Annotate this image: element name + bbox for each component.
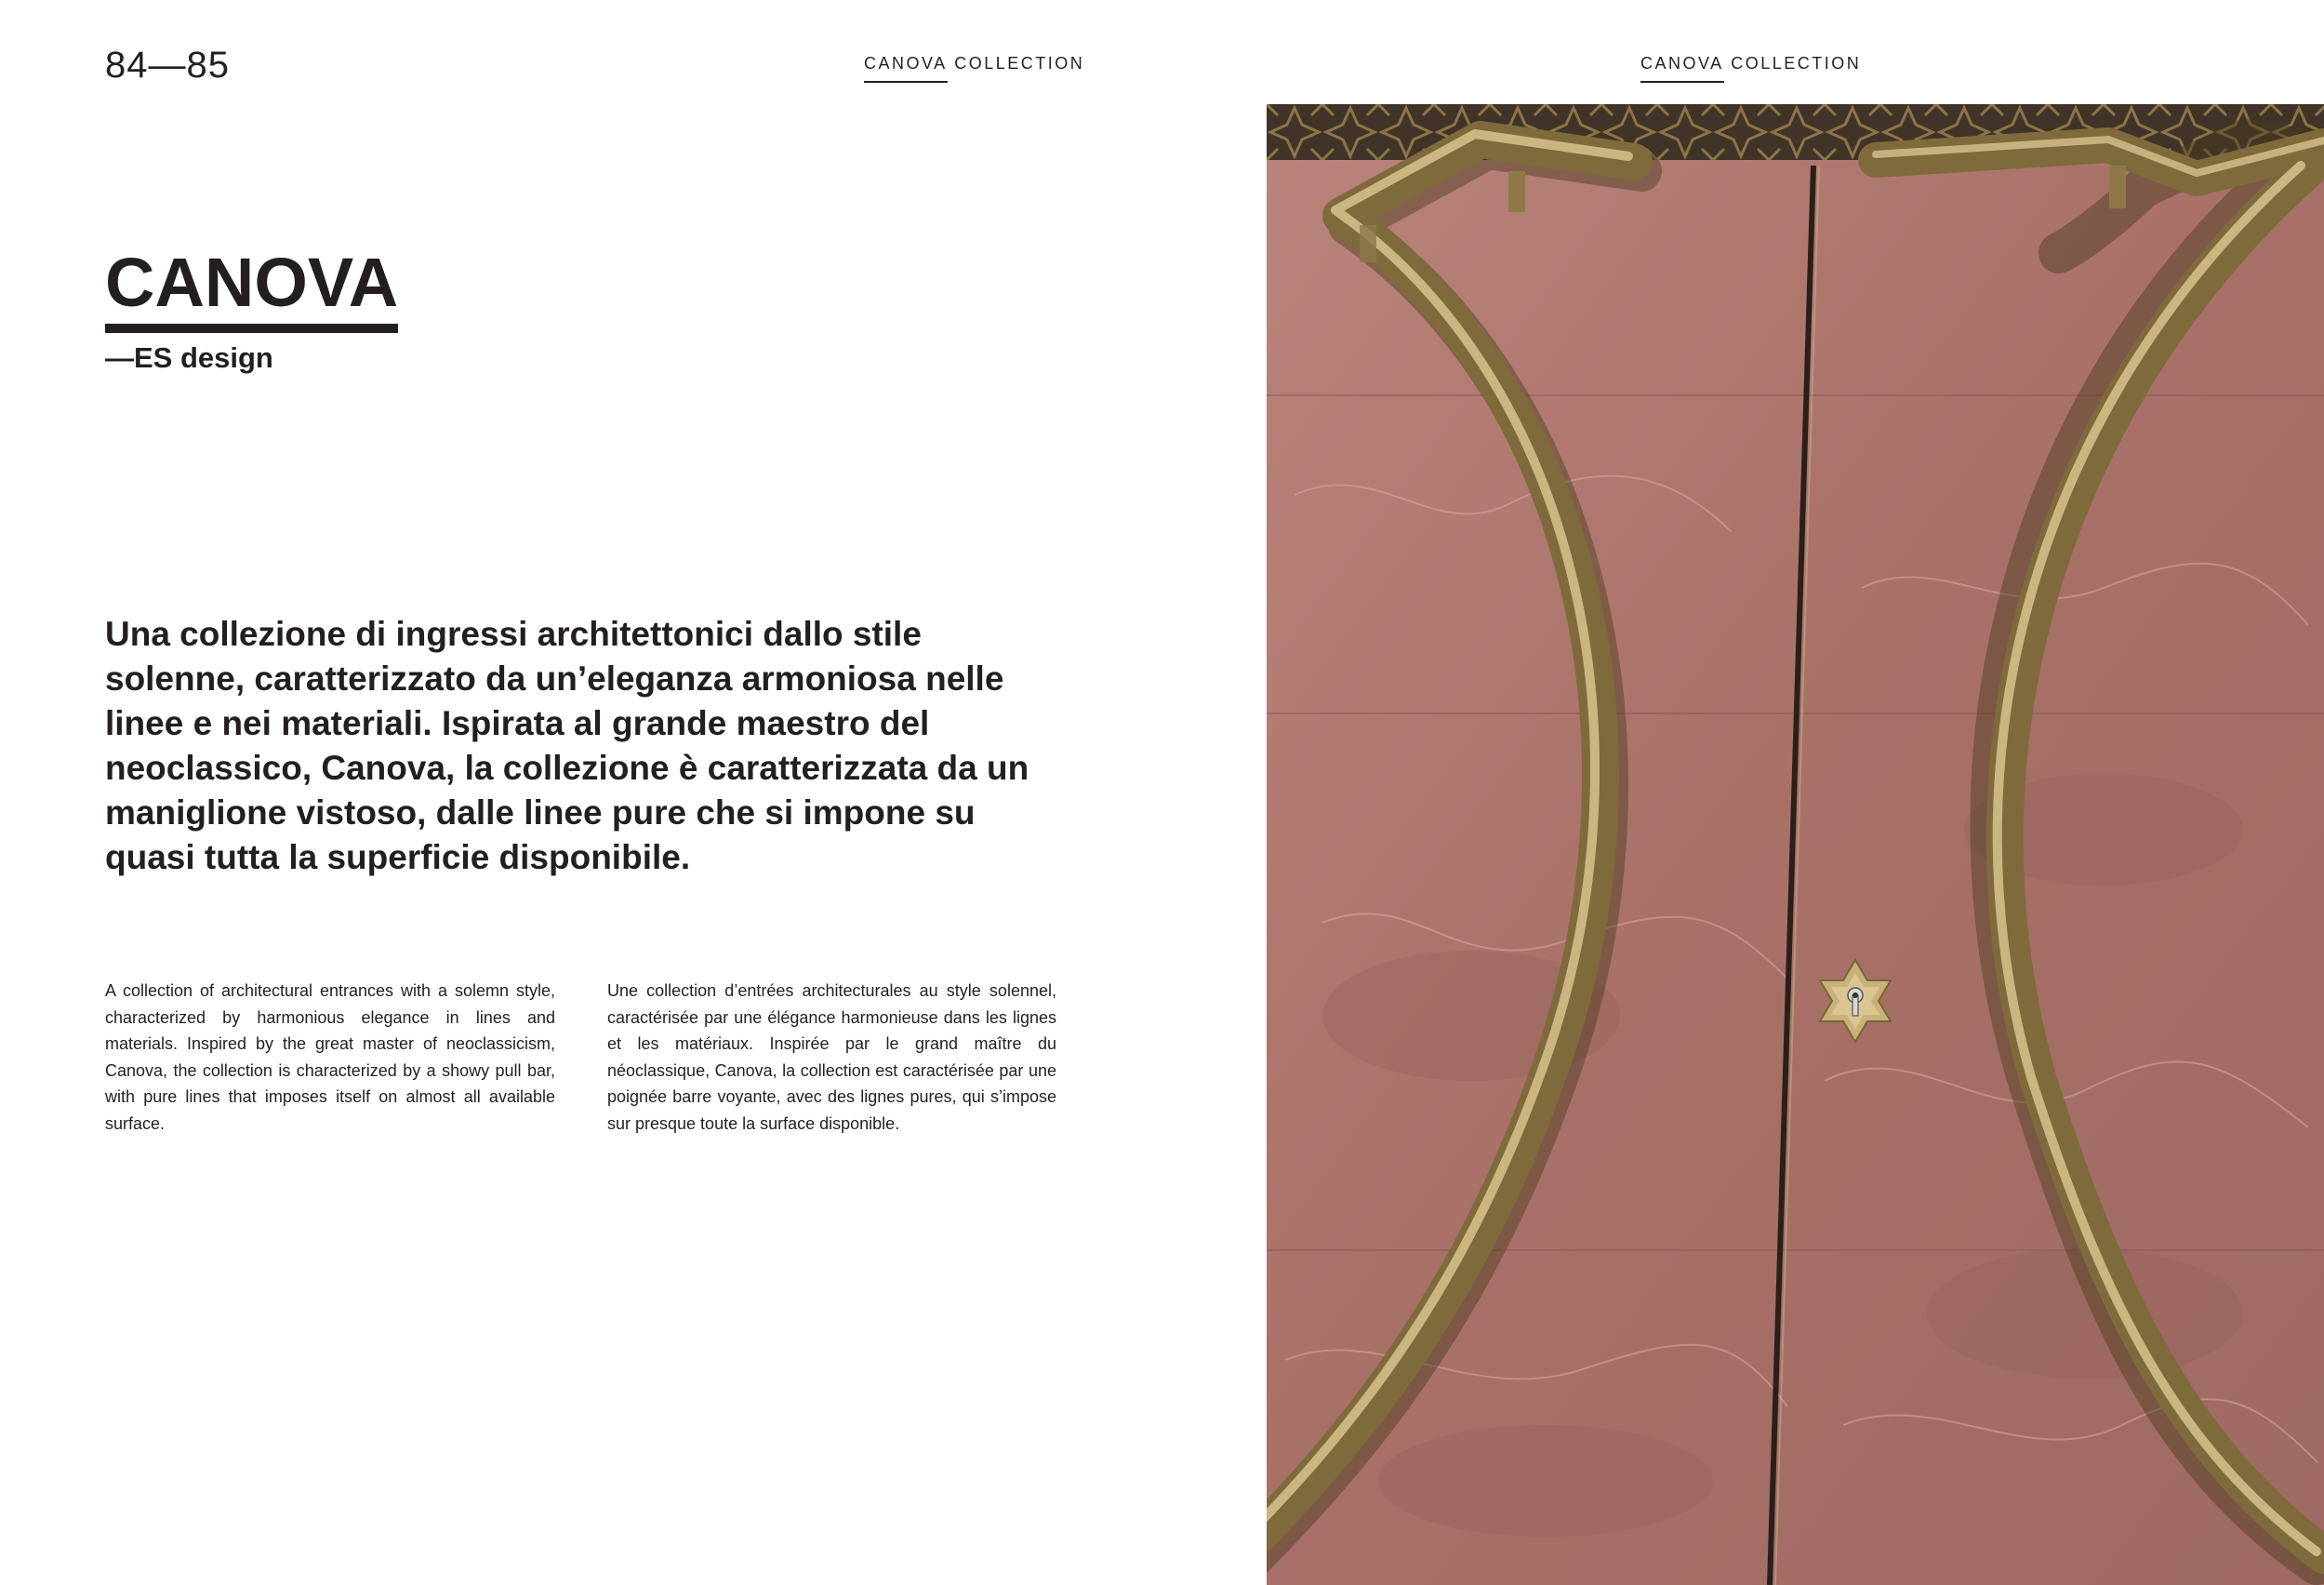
running-head-left [864, 54, 1084, 83]
body-text-english: A collection of architectural entrances with a solemn style, characterized by harmonious elegance in lines and materials. Inspired by the great master of neoclassicism, Canova, the collection is characterized by a showy pull bar, with pure lines that imposes itself on almost all available surface. [105, 981, 555, 1133]
running-head-right-rest: COLLECTION [1731, 54, 1862, 73]
running-head-right [1640, 54, 1861, 83]
door-illustration [1267, 104, 2324, 1585]
running-head-left-rest: COLLECTION [954, 54, 1085, 73]
product-title: CANOVA [105, 244, 398, 333]
designer-credit: —ES design [105, 341, 273, 374]
body-text-french: Une collection d’entrées architecturales au style solennel, caractérisée par une élégance harmonieuse dans les lignes et les matériaux. Inspirée par le grand maître du néoclassique, Canova, la collection est caractérisée par une poignée barre voyante, avec des lignes pures, qui s’impose sur presque toute la surface disponible. [607, 981, 1056, 1133]
running-head-right-first-word: CANOVA [1640, 54, 1724, 83]
lead-paragraph-italian: Una collezione di ingressi architettonici dallo stile solenne, caratterizzato da un’eleganza armoniosa nelle linee e nei materiali. Ispirata al grande maestro del neoclassico, Canova, la collezione è caratterizzata da un maniglione vistoso, dalle linee pure che si impone su quasi tutta la superficie disponibile. [105, 615, 1029, 876]
product-photo [1267, 104, 2324, 1585]
page-number: 84—85 [105, 45, 230, 86]
running-head-left-first-word: CANOVA [864, 54, 948, 83]
